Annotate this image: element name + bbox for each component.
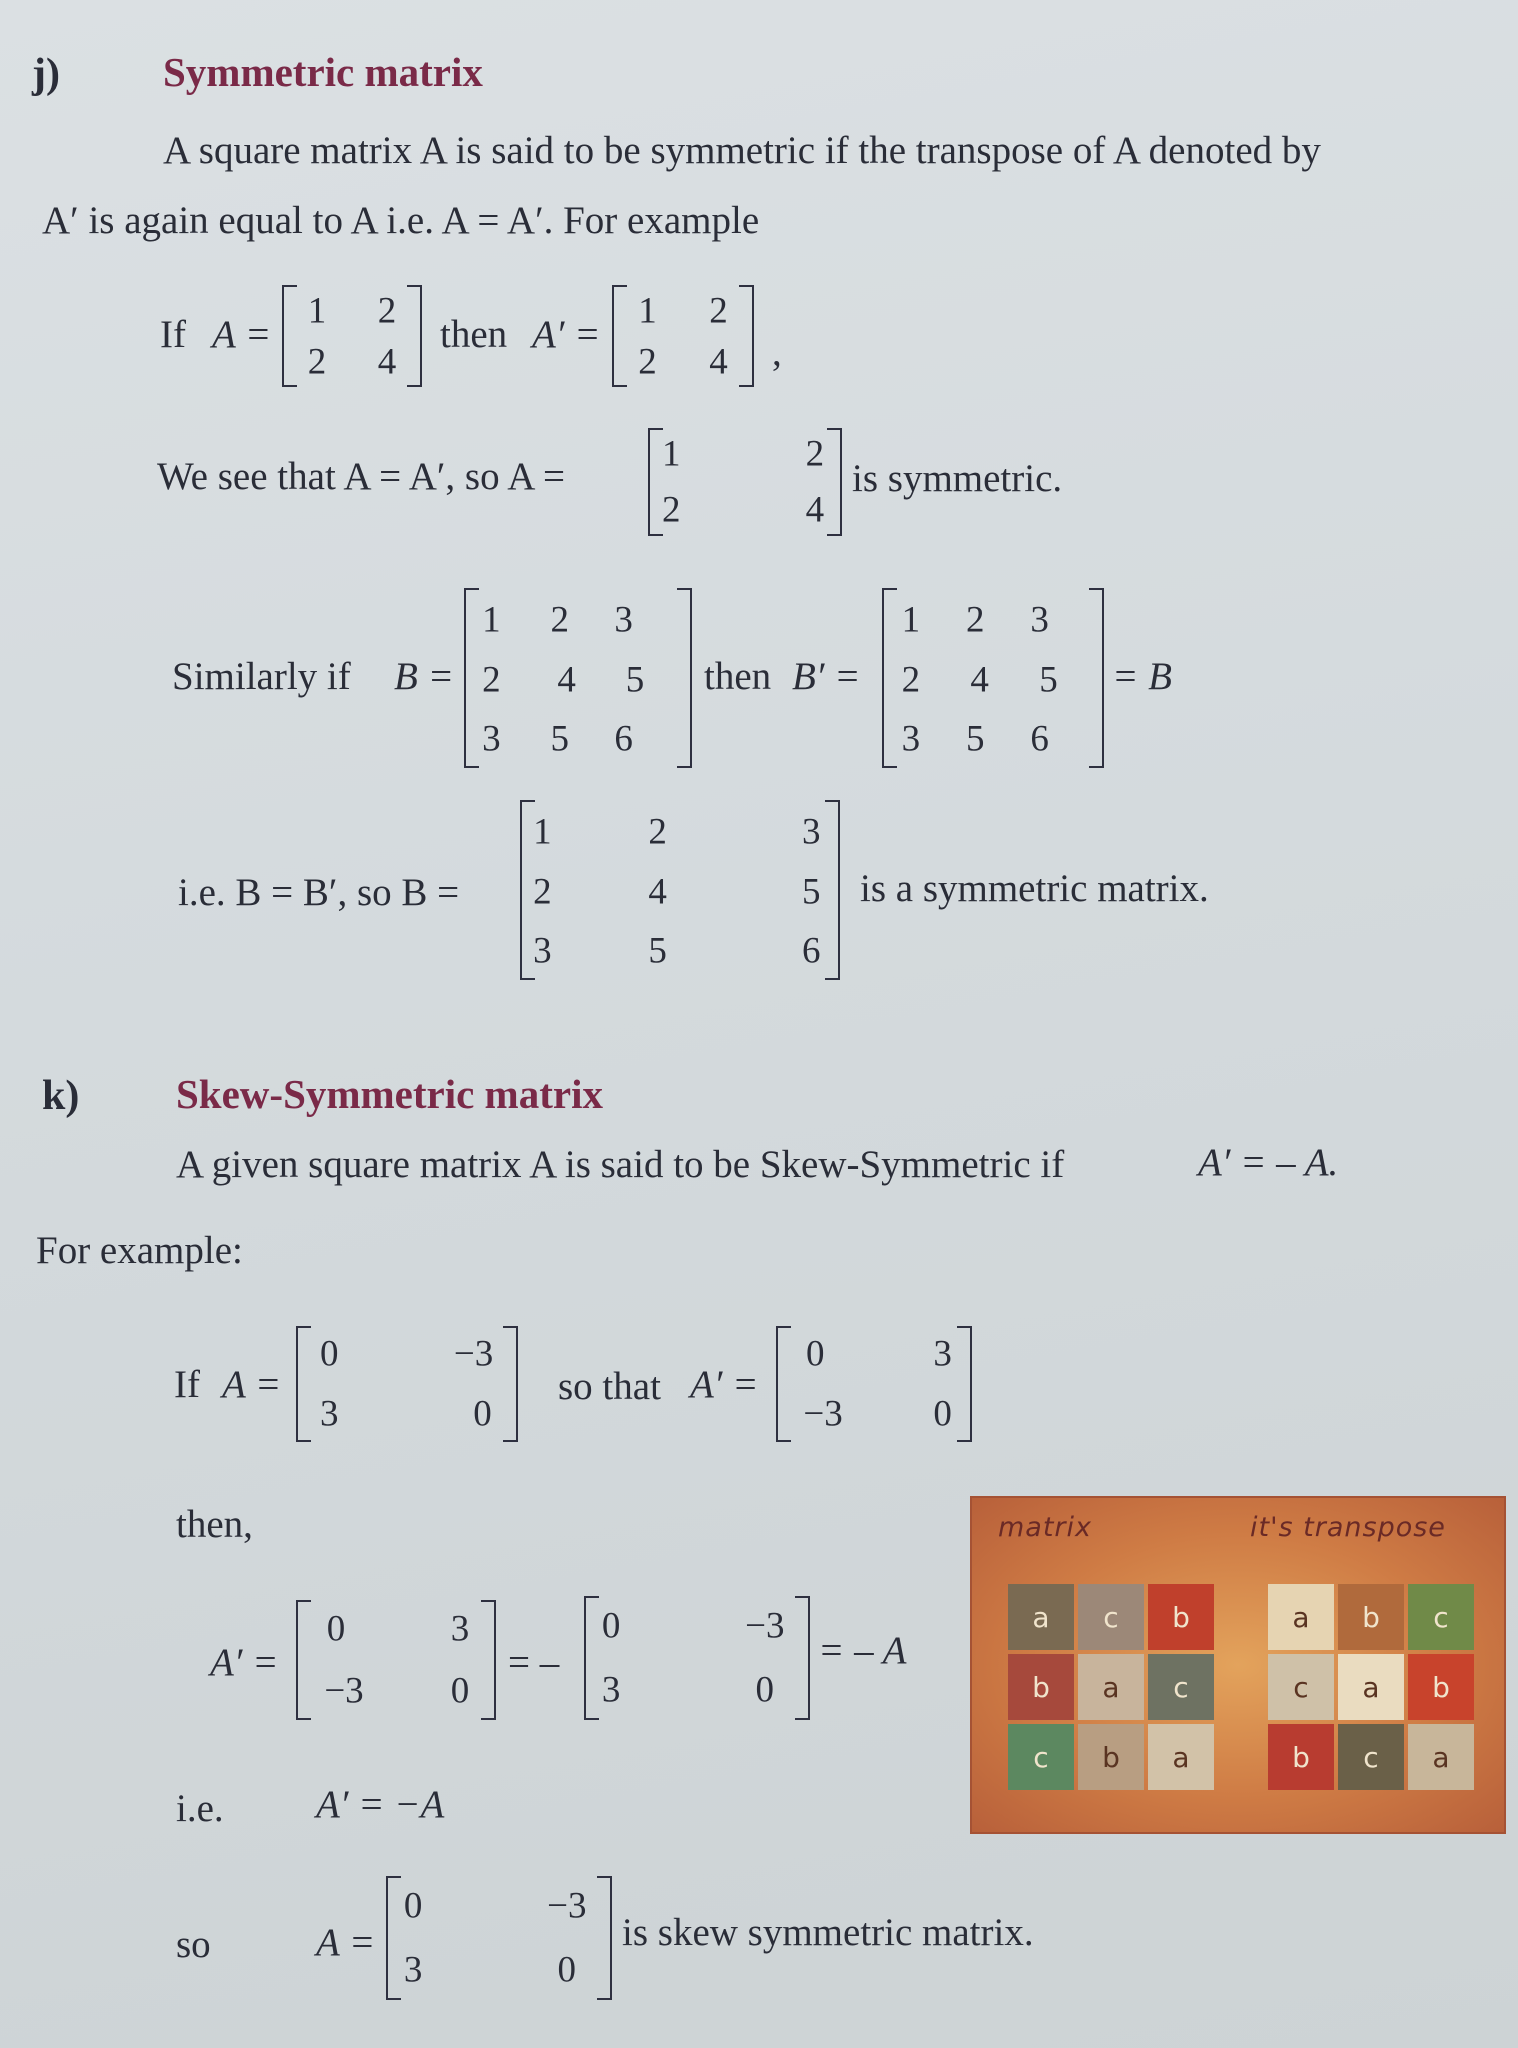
illustration-cell: a (1338, 1654, 1404, 1720)
illustration-cell: c (1148, 1654, 1214, 1720)
then-comma: then, (176, 1503, 253, 1546)
illustration-cell: b (1148, 1584, 1214, 1650)
ie-text: i.e. B = B′, so B = (178, 871, 460, 914)
matrix-cell: 0 (557, 1949, 577, 1991)
matrix-cell: 1 (482, 599, 501, 641)
see-matrix-A (648, 428, 842, 536)
illustration-cell: a (1148, 1724, 1214, 1790)
illustration-cell: c (1268, 1654, 1334, 1720)
matrix-cell: 1 (662, 433, 681, 475)
ie-matrix-B (520, 800, 840, 980)
matrix-cell: −3 (453, 1333, 494, 1375)
matrix-cell: 0 (320, 1333, 339, 1375)
illustration-cell: a (1268, 1584, 1334, 1650)
ie-formula: A′ = −A (316, 1783, 445, 1826)
is-symmetric-matrix: is a symmetric matrix. (860, 867, 1209, 910)
matrix-cell: 0 (933, 1393, 952, 1435)
matrix-cell: 4 (557, 659, 576, 701)
matrix-cell: 0 (601, 1605, 621, 1647)
matrix-cell: 4 (377, 341, 397, 382)
is-skew: is skew symmetric matrix. (622, 1911, 1034, 1954)
illustration-cell: c (1338, 1724, 1404, 1790)
matrix-cell: 4 (709, 341, 728, 382)
matrix-cell: 2 (965, 599, 985, 641)
Bt-eq: B′ = (792, 655, 861, 698)
ex1-then: then (440, 313, 508, 356)
illustration-title-transpose: it's transpose (1250, 1512, 1446, 1543)
matrix-cell: 5 (801, 871, 821, 913)
matrix-cell: 2 (648, 811, 667, 853)
calc-eq-minus: = – (508, 1641, 560, 1684)
so-that: so that (558, 1365, 661, 1408)
calc-eq-negA: = – A (818, 1629, 907, 1672)
matrix-cell: 3 (533, 930, 552, 972)
matrix-cell: 0 (755, 1669, 775, 1711)
matrix-cell: 0 (473, 1393, 492, 1435)
matrix-Bt (882, 588, 1104, 768)
matrix-cell: 5 (965, 718, 985, 760)
matrix-cell: 2 (482, 659, 501, 701)
matrix-cell: 5 (550, 718, 569, 760)
section-j-intro-line2: A′ is again equal to A i.e. A = A′. For example (42, 199, 760, 242)
skew-matrix-A (296, 1326, 518, 1442)
then-text: then (704, 655, 772, 698)
matrix-cell: 1 (901, 599, 921, 641)
ex1-if: If (160, 313, 186, 356)
illustration-cell: b (1268, 1724, 1334, 1790)
ex1-comma: , (772, 331, 782, 374)
calc-matrix-A (584, 1596, 810, 1720)
so-A-eq: A = (316, 1921, 376, 1964)
matrix-cell: 2 (377, 290, 397, 331)
matrix-cell: 0 (450, 1670, 470, 1712)
ex1-At-eq: A′ = (532, 313, 601, 356)
skew-A-eq: A = (222, 1363, 282, 1406)
matrix-cell: 3 (320, 1393, 339, 1435)
final-matrix-A (386, 1876, 612, 2000)
section-j-label: j) (32, 51, 60, 97)
matrix-cell: 0 (403, 1885, 423, 1927)
matrix-cell: 5 (625, 659, 645, 701)
matrix-cell: 3 (933, 1333, 952, 1375)
matrix-cell: 2 (638, 341, 657, 382)
skew-def-text: A given square matrix A is said to be Skew-Symmetric if (176, 1143, 1065, 1186)
illustration-grid-matrix (1008, 1584, 1220, 1796)
matrix-cell: 3 (403, 1949, 423, 1991)
matrix-cell: 6 (801, 930, 821, 972)
matrix-cell: 4 (648, 871, 667, 913)
ex1-matrix-A (282, 285, 422, 387)
matrix-cell: 2 (901, 659, 921, 701)
section-k-label: k) (42, 1073, 80, 1119)
matrix-cell: 4 (970, 659, 989, 701)
matrix-cell: 2 (805, 433, 825, 475)
calc-matrix-At (296, 1600, 496, 1720)
matrix-cell: 1 (307, 290, 327, 331)
section-k-heading: Skew-Symmetric matrix (176, 1071, 603, 1117)
ex1-matrix-At (612, 285, 754, 387)
transpose-illustration (970, 1496, 1506, 1834)
matrix-cell: 2 (550, 599, 569, 641)
matrix-cell: 3 (601, 1669, 621, 1711)
ie-label: i.e. (176, 1787, 224, 1830)
matrix-cell: 0 (805, 1333, 825, 1375)
matrix-cell: 3 (901, 718, 921, 760)
skew-matrix-At (776, 1326, 972, 1442)
matrix-cell: 1 (533, 811, 552, 853)
matrix-cell: 3 (801, 811, 821, 853)
calc-At-eq: A′ = (210, 1641, 279, 1684)
illustration-cell: b (1008, 1654, 1074, 1720)
eq-B: = B (1112, 655, 1172, 698)
matrix-cell: 3 (614, 599, 633, 641)
matrix-cell: 2 (709, 290, 728, 331)
illustration-cell: c (1078, 1584, 1144, 1650)
illustration-cell: a (1078, 1654, 1144, 1720)
matrix-cell: −3 (547, 1885, 587, 1927)
matrix-B (464, 588, 692, 768)
for-example: For example: (36, 1229, 243, 1272)
illustration-grid-transpose (1268, 1584, 1480, 1796)
section-j-intro-line1: A square matrix A is said to be symmetric if the transpose of A denoted by (163, 129, 1321, 172)
matrix-cell: −3 (745, 1605, 785, 1647)
matrix-cell: 2 (662, 489, 681, 531)
skew-At-eq: A′ = (690, 1363, 759, 1406)
illustration-cell: a (1008, 1584, 1074, 1650)
matrix-cell: 3 (450, 1608, 470, 1650)
matrix-cell: 0 (326, 1608, 346, 1650)
matrix-cell: 2 (307, 341, 327, 382)
matrix-cell: −3 (803, 1393, 843, 1435)
is-symmetric: is symmetric. (852, 457, 1063, 500)
similarly-text: Similarly if (172, 655, 351, 698)
see-text: We see that A = A′, so A = (157, 455, 565, 498)
matrix-cell: 2 (533, 871, 552, 913)
skew-def-formula: A′ = – A. (1198, 1141, 1339, 1184)
skew-if: If (174, 1363, 200, 1406)
matrix-cell: 4 (805, 489, 825, 531)
illustration-cell: b (1338, 1584, 1404, 1650)
so-label: so (176, 1923, 211, 1966)
matrix-cell: 3 (482, 718, 501, 760)
matrix-cell: 6 (1030, 718, 1049, 760)
illustration-cell: a (1408, 1724, 1474, 1790)
B-eq: B = (394, 655, 454, 698)
matrix-cell: 1 (638, 290, 657, 331)
matrix-cell: 5 (648, 930, 667, 972)
section-j-heading: Symmetric matrix (163, 49, 483, 95)
matrix-cell: 3 (1030, 599, 1049, 641)
illustration-cell: b (1408, 1654, 1474, 1720)
matrix-cell: 5 (1039, 659, 1058, 701)
illustration-cell: c (1008, 1724, 1074, 1790)
ex1-A-eq: A = (212, 313, 272, 356)
matrix-cell: −3 (324, 1670, 364, 1712)
illustration-cell: b (1078, 1724, 1144, 1790)
illustration-title-matrix: matrix (998, 1512, 1093, 1543)
matrix-cell: 6 (614, 718, 633, 760)
illustration-cell: c (1408, 1584, 1474, 1650)
